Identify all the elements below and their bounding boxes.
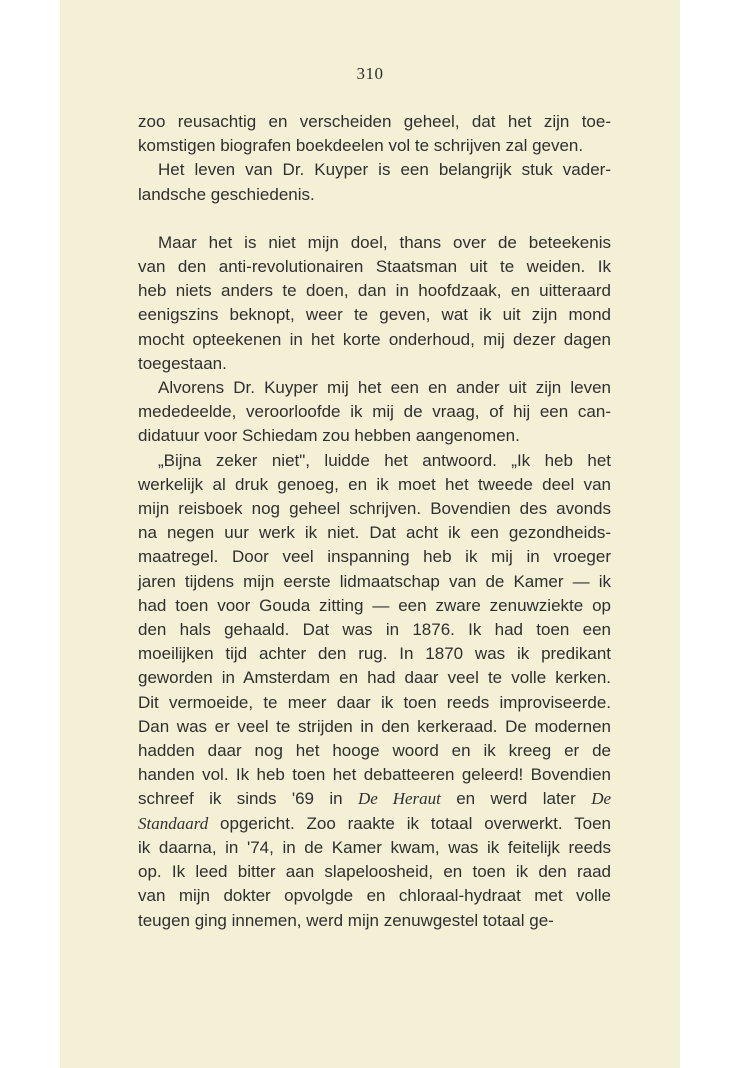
text-line: op. Ik leed bitter aan slapeloosheid, en toen ik den raad (138, 862, 611, 882)
page-number: 310 (356, 64, 384, 83)
text-line: teugen ging innemen, werd mijn zenuwgestel totaal ge- (138, 910, 554, 930)
text-line: na negen uur werk ik niet. Dat acht ik een gezondheids- (138, 523, 611, 543)
paragraph (138, 449, 611, 933)
text-line: eenigszins beknopt, weer te geven, wat ik uit zijn mond (138, 305, 611, 325)
paragraph-gap (138, 207, 611, 231)
text-line: jaren tijdens mijn eerste lidmaatschap van de Kamer — ik (138, 571, 611, 591)
text-line: maatregel. Door veel inspanning heb ik mij in vroeger (138, 547, 611, 567)
text-line: landsche geschiedenis. (138, 184, 315, 204)
book-page (60, 0, 680, 1068)
text-line: toegestaan. (138, 353, 227, 373)
text-line: Dan was er veel te strijden in den kerkeraad. De modernen (138, 716, 611, 736)
text-line: „Bijna zeker niet", luidde het antwoord. „Ik heb het (158, 450, 611, 470)
text-line: werkelijk al druk genoeg, en ik moet het tweede deel van (138, 474, 611, 494)
body-text (138, 110, 611, 933)
text-line: Dit vermoeide, te meer daar ik toen reeds improviseerde. (138, 692, 611, 712)
text-line: Maar het is niet mijn doel, thans over de beteekenis (158, 232, 611, 252)
text-line: handen vol. Ik heb toen het debatteeren geleerd! Bovendien (138, 765, 611, 785)
text-line: heb niets anders te doen, dan in hoofdzaak, en uitteraard (138, 281, 611, 301)
text-line: schreef ik sinds '69 in De Heraut en werd later De (138, 789, 612, 809)
text-line: den hals gehaald. Dat was in 1876. Ik had toen een (138, 620, 611, 640)
text-line: moeilijken tijd achter den rug. In 1870 was ik predikant (138, 644, 611, 664)
paragraph (138, 158, 611, 206)
text-line: komstigen biografen boekdeelen vol te schrijven zal geven. (138, 136, 584, 156)
paragraph (138, 376, 611, 449)
text-line: mocht opteekenen in het korte onderhoud, mij dezer dagen (138, 329, 611, 349)
text-line: Het leven van Dr. Kuyper is een belangrijk stuk vader- (158, 160, 611, 180)
text-line: didatuur voor Schiedam zou hebben aangenomen. (138, 426, 520, 446)
text-line: Standaard opgericht. Zoo raakte ik totaal overwerkt. Toen (138, 813, 611, 833)
text-line: van mijn dokter opvolgde en chloraal-hydraat met volle (138, 886, 611, 906)
text-line: zoo reusachtig en verscheiden geheel, dat het zijn toe- (138, 112, 611, 131)
text-line: hadden daar nog het hooge woord en ik kreeg er de (138, 741, 611, 761)
italic-title: Standaard (138, 813, 209, 833)
text-line: mijn reisboek nog geheel schrijven. Bovendien des avonds (138, 499, 611, 519)
text-line: geworden in Amsterdam en had daar veel te volle kerken. (138, 668, 611, 688)
italic-title: De (591, 789, 612, 809)
text-line: ik daarna, in '74, in de Kamer kwam, was ik feitelijk reeds (138, 837, 611, 857)
paragraph (138, 110, 611, 158)
text-line: mededeelde, veroorloofde ik mij de vraag, of hij een can- (138, 402, 611, 422)
text-line: van den anti-revolutionairen Staatsman uit te weiden. Ik (138, 257, 611, 277)
paragraph (138, 231, 611, 376)
italic-title: De Heraut (357, 789, 441, 809)
text-line: Alvorens Dr. Kuyper mij het een en ander uit zijn leven (158, 378, 611, 398)
text-line: had toen voor Gouda zitting — een zware zenuwziekte op (138, 595, 611, 615)
